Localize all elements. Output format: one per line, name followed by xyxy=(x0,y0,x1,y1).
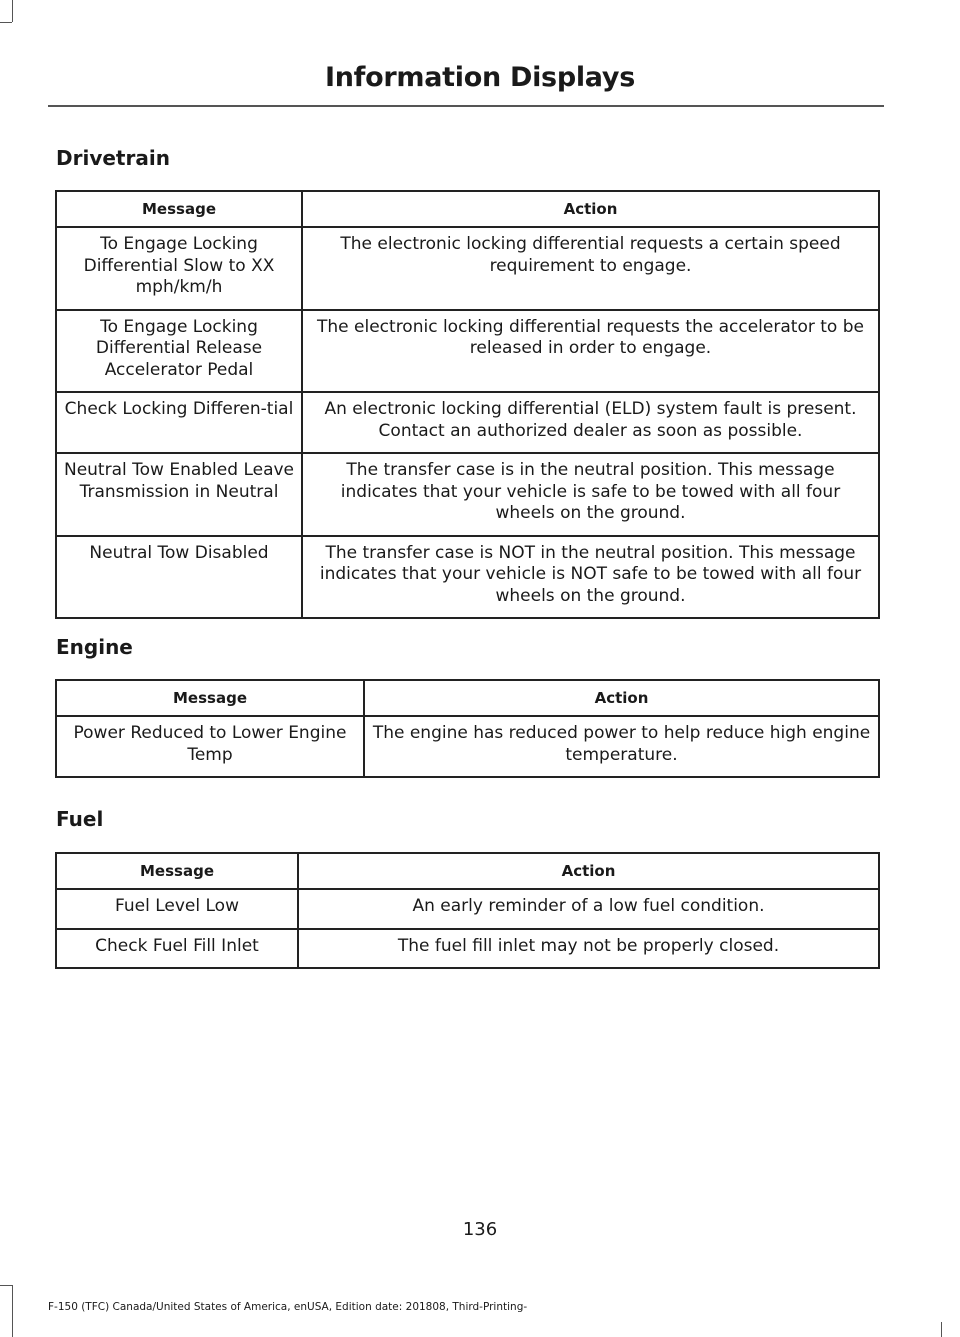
message-cell: Fuel Level Low xyxy=(56,889,298,929)
action-cell: An early reminder of a low fuel condition. xyxy=(298,889,879,929)
action-cell: The electronic locking differential requests a certain speed requirement to engage. xyxy=(302,227,879,310)
message-cell: To Engage Locking Differential Slow to XX mph/km/h xyxy=(56,227,302,310)
action-cell: An electronic locking differential (ELD) system fault is present. Contact an authorized dealer as soon as possible. xyxy=(302,392,879,453)
section-title-drivetrain: Drivetrain xyxy=(56,146,170,170)
table-row xyxy=(56,889,879,929)
message-cell: Neutral Tow Enabled Leave Transmission in Neutral xyxy=(56,453,302,536)
crop-mark xyxy=(941,1322,942,1337)
page-number: 136 xyxy=(462,1219,498,1240)
section-title-fuel: Fuel xyxy=(56,807,104,831)
crop-mark xyxy=(0,22,12,23)
message-cell: To Engage Locking Differential Release Accelerator Pedal xyxy=(56,310,302,393)
column-header-action: Action xyxy=(364,680,879,716)
table-row xyxy=(56,716,879,777)
message-cell: Check Fuel Fill Inlet xyxy=(56,929,298,969)
table-row xyxy=(56,536,879,619)
action-cell: The transfer case is in the neutral position. This message indicates that your vehicle is safe to be towed with all four wheels on the ground. xyxy=(302,453,879,536)
footer-edition-text: F-150 (TFC) Canada/United States of America, enUSA, Edition date: 201808, Third-Printing- xyxy=(48,1301,528,1313)
table-row xyxy=(56,929,879,969)
column-header-message: Message xyxy=(56,680,364,716)
table-row xyxy=(56,227,879,310)
column-header-message: Message xyxy=(56,853,298,889)
table-header-row xyxy=(56,853,879,889)
column-header-message: Message xyxy=(56,191,302,227)
table-header-row xyxy=(56,191,879,227)
drivetrain-table xyxy=(55,190,880,619)
column-header-action: Action xyxy=(302,191,879,227)
message-cell: Power Reduced to Lower Engine Temp xyxy=(56,716,364,777)
table-row xyxy=(56,310,879,393)
action-cell: The fuel fill inlet may not be properly closed. xyxy=(298,929,879,969)
action-cell: The transfer case is NOT in the neutral position. This message indicates that your vehicle is NOT safe to be towed with all four wheels on the ground. xyxy=(302,536,879,619)
table-header-row xyxy=(56,680,879,716)
column-header-action: Action xyxy=(298,853,879,889)
engine-table xyxy=(55,679,880,778)
table-row xyxy=(56,453,879,536)
page-title: Information Displays xyxy=(325,62,635,93)
action-cell: The electronic locking differential requests the accelerator to be released in order to engage. xyxy=(302,310,879,393)
section-title-engine: Engine xyxy=(56,635,133,659)
table-row xyxy=(56,392,879,453)
crop-mark xyxy=(12,0,13,22)
message-cell: Neutral Tow Disabled xyxy=(56,536,302,619)
fuel-table xyxy=(55,852,880,969)
message-cell: Check Locking Differen-tial xyxy=(56,392,302,453)
crop-mark xyxy=(0,1285,12,1286)
crop-mark xyxy=(12,1285,13,1337)
action-cell: The engine has reduced power to help reduce high engine temperature. xyxy=(364,716,879,777)
header-divider xyxy=(48,105,884,107)
